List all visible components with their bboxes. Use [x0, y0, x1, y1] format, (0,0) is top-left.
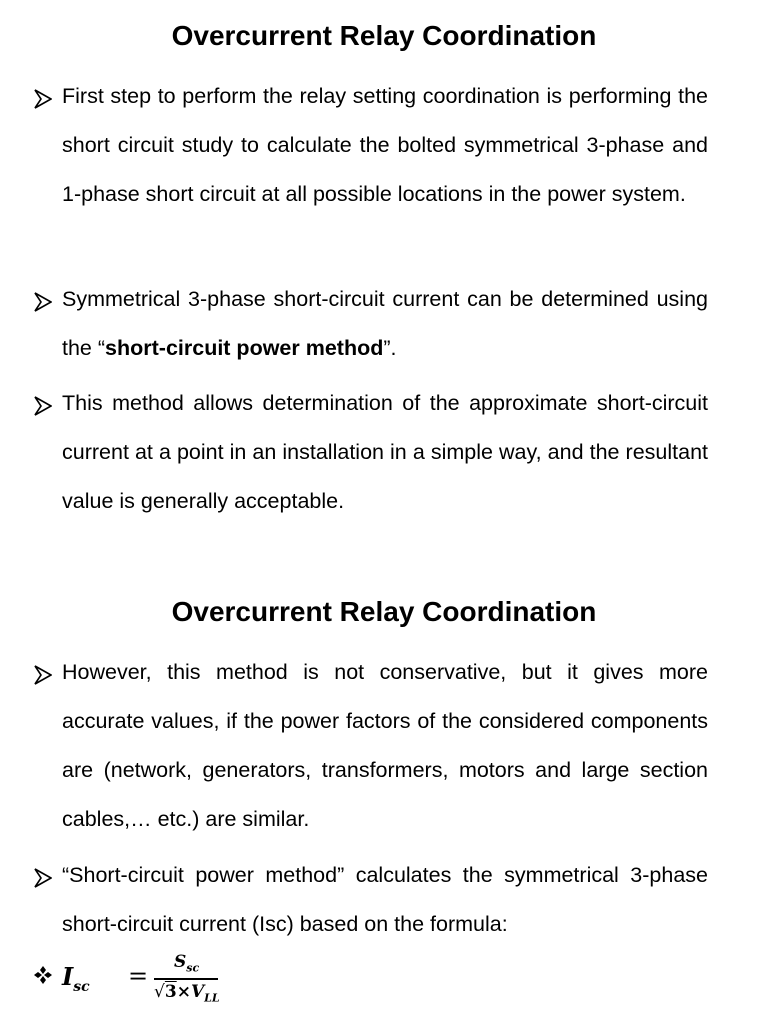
arrowhead-bullet-icon [34, 292, 52, 312]
bullet-text: However, this method is not conservative, but it gives more accurate values, if the power factors of the considered components are (network, generators, transformers, motors and large section cables,… etc.) are similar. [62, 660, 708, 831]
bullet-text: “Short-circuit power method” calculates the symmetrical 3-phase short-circuit current (Isc) based on the formula: [62, 863, 708, 936]
diamond-bullet-icon [34, 966, 52, 984]
arrowhead-bullet-icon [34, 89, 52, 109]
bullet-text: This method allows determination of the approximate short-circuit current at a point in an installation in a simple way, and the resultant value is generally acceptable. [62, 391, 708, 513]
bullet-text-pre: Symmetrical 3-phase short-circuit current can be determined using the “ [62, 287, 708, 360]
bullet-text-post: ”. [383, 336, 397, 360]
section-title-1: Overcurrent Relay Coordination [171, 20, 597, 51]
formula-lhs-base: I [62, 962, 74, 991]
bullet-text [62, 275, 708, 373]
times-symbol: × [176, 982, 191, 1002]
formula-den-base: V [190, 982, 205, 1002]
bullet-text: First step to perform the relay setting coordination is performing the short circuit study to calculate the bolted symmetrical 3-phase and 1-phase short circuit at all possible locations in the power system. [62, 84, 708, 206]
sqrt-radicand: 3 [164, 982, 177, 1002]
fraction-bar [154, 978, 218, 980]
sqrt-symbol: √ [154, 982, 165, 1002]
formula-equals: = [128, 962, 149, 990]
isc-formula [34, 952, 334, 1008]
formula-denominator [154, 982, 220, 1004]
formula-numerator [174, 952, 199, 974]
method-name-bold: short-circuit power method [105, 336, 384, 360]
formula-num-sub: sc [186, 961, 200, 975]
arrowhead-bullet-icon [34, 868, 52, 888]
formula-num-base: S [174, 952, 187, 972]
formula-lhs [62, 962, 90, 995]
formula-lhs-sub: sc [73, 978, 90, 995]
section-title-2: Overcurrent Relay Coordination [171, 596, 597, 627]
formula-den-sub: LL [204, 991, 220, 1005]
arrowhead-bullet-icon [34, 665, 52, 685]
arrowhead-bullet-icon [34, 396, 52, 416]
